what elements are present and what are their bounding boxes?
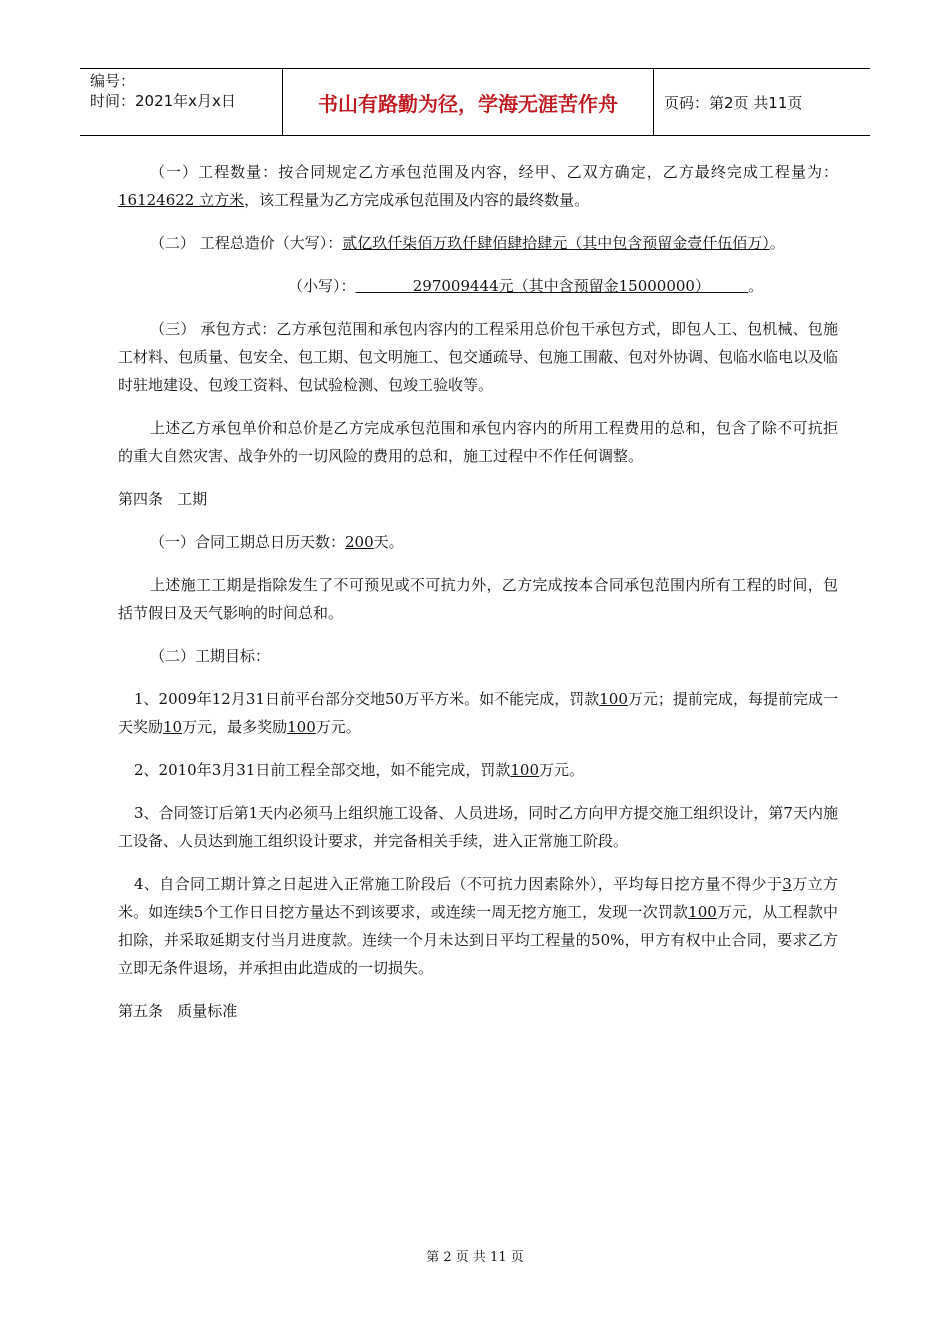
header-page-info: 页码：第2页 共11页 (664, 93, 803, 112)
text: 。 (748, 277, 764, 295)
text: 万元。 (315, 718, 361, 736)
text: 天。 (373, 533, 404, 551)
daily-volume-value: 3 (782, 875, 792, 893)
text: 2、2010年3月31日前工程全部交地，如不能完成，罚款 (134, 761, 511, 779)
code-label: 编号： (90, 72, 136, 90)
price-lowercase: 297009444元（其中含预留金15000000） (355, 277, 749, 295)
penalty-value: 100 (510, 761, 539, 779)
paragraph-contract-mode: （三） 承包方式：乙方承包范围和承包内容内的工程采用总价包干承包方式，即包人工、包机械、包施工材料、包质量、包安全、包工期、包文明施工、包交通疏导、包施工围蔽、包对外协调、包临水临电以及临时驻地建设、包竣工资料、包试验检测、包竣工验收等。 (118, 320, 839, 394)
document-body (118, 158, 838, 1040)
max-reward-value: 100 (287, 718, 316, 736)
text: （一）工程数量：按合同规定乙方承包范围及内容，经甲、乙双方确定，乙方最终完成工程量为： (150, 163, 838, 181)
text: 万立方米。如连续5个工作日日挖方量达不到该要求，或连续一周无挖方施工，发现一次罚款 (118, 875, 838, 921)
paragraph-goal-2 (118, 756, 838, 784)
paragraph-goal-4 (118, 870, 838, 982)
paragraph-goal-3: 3、合同签订后第1天内必须马上组织施工设备、人员进场，同时乙方向甲方提交施工组织设计，第7天内施工设备、人员达到施工组织设计要求，并完备相关手续，进入正常施工阶段。 (118, 804, 838, 850)
text: 1、2009年12月31日前平台部分交地50万平方米。如不能完成，罚款 (134, 690, 600, 708)
text: （小写）： (288, 277, 356, 295)
text: 万元。 (539, 761, 585, 779)
days-value: 200 (345, 533, 374, 551)
article-5-heading: 第五条 质量标准 (118, 1002, 238, 1020)
price-uppercase: 贰亿玖仟柒佰万玖仟肆佰肆拾肆元（其中包含预留金壹仟伍佰万） (342, 234, 770, 252)
page-footer: 第 2 页 共 11 页 (426, 1250, 524, 1265)
header-motto: 书山有路勤为径，学海无涯苦作舟 (283, 69, 654, 135)
text: 4、自合同工期计算之日起进入正常施工阶段后（不可抗力因素除外），平均每日挖方量不得少于 (134, 875, 783, 893)
paragraph-period-goal: （二）工期目标： (150, 647, 271, 665)
article-4-heading: 第四条 工期 (118, 490, 208, 508)
time-label: 时间：2021年x月x日 (90, 92, 236, 110)
text: 。 (769, 234, 785, 252)
penalty-value: 100 (599, 690, 628, 708)
quantity-value: 16124622 立方米 (118, 191, 245, 209)
text: 万元；提前完成，每提前完成一天奖励 (118, 690, 838, 736)
paragraph-total-days (118, 528, 838, 556)
header-left-cell (80, 69, 283, 135)
paragraph-total-price (118, 229, 838, 257)
text: （一）合同工期总日历天数： (150, 533, 346, 551)
header-table (80, 68, 870, 136)
paragraph-price-lowercase (118, 272, 838, 300)
paragraph-period-definition: 上述施工工期是指除发生了不可预见或不可抗力外，乙方完成按本合同承包范围内所有工程的时间，包括节假日及天气影响的时间总和。 (118, 576, 838, 622)
penalty-value: 100 (688, 903, 717, 921)
text: 万元，从工程款中扣除，并采取延期支付当月进度款。连续一个月未达到日平均工程量的50%，甲方有权中止合同，要求乙方立即无条件退场，并承担由此造成的一切损失。 (118, 903, 838, 977)
text: 万元，最多奖励 (182, 718, 288, 736)
reward-value: 10 (163, 718, 183, 736)
paragraph-quantity (118, 158, 838, 214)
paragraph-price-scope: 上述乙方承包单价和总价是乙方完成承包范围和承包内容内的所用工程费用的总和，包含了除不可抗拒的重大自然灾害、战争外的一切风险的费用的总和，施工过程中不作任何调整。 (118, 419, 838, 465)
paragraph-goal-1 (118, 685, 838, 741)
text: ，该工程量为乙方完成承包范围及内容的最终数量。 (244, 191, 590, 209)
text: （二） 工程总造价（大写）： (150, 234, 343, 252)
